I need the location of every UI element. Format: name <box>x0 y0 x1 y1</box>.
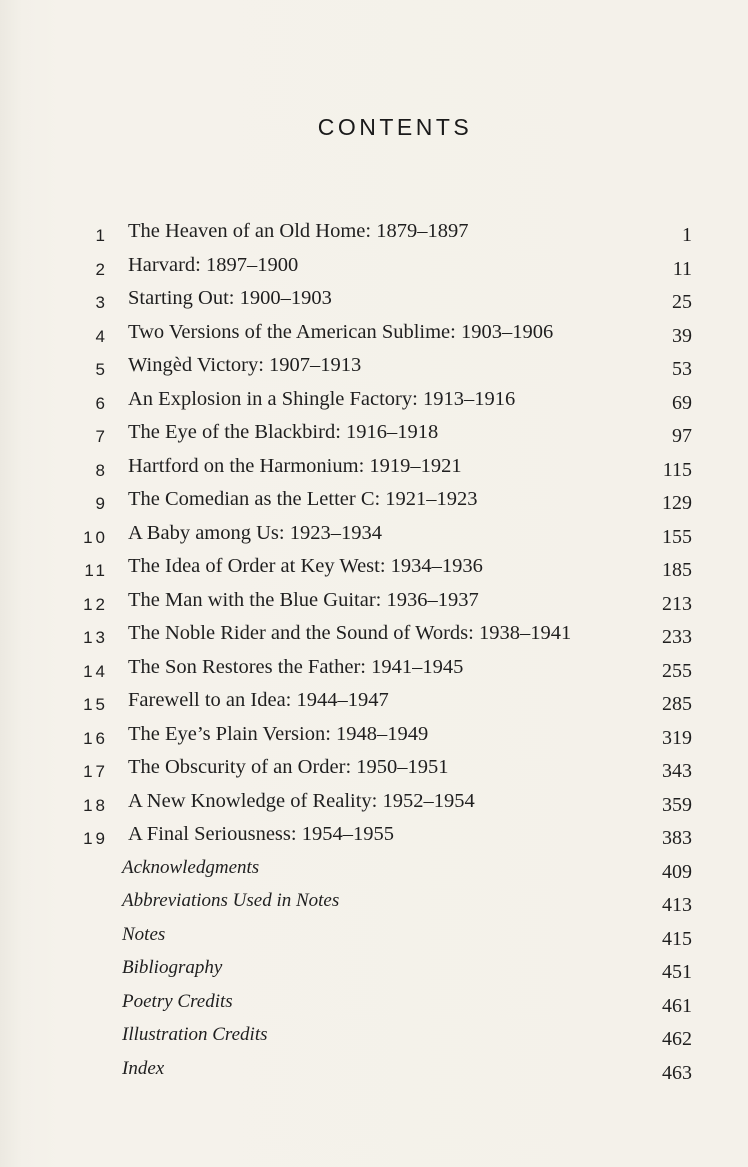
page-number: 129 <box>662 492 692 514</box>
page-number: 319 <box>662 726 692 749</box>
chapter-title: The Eye’s Plain Version: 1948–1949 <box>128 722 429 745</box>
page-number: 213 <box>662 592 692 615</box>
chapter-number: 17 <box>83 762 108 781</box>
chapter-number: 7 <box>95 427 108 446</box>
backmatter-entry <box>0 924 748 958</box>
contents-heading: CONTENTS <box>317 114 473 140</box>
chapter-number: 15 <box>83 695 108 714</box>
chapter-title: The Obscurity of an Order: 1950–1951 <box>128 756 449 778</box>
page-number: 383 <box>662 827 692 849</box>
chapter-number: 16 <box>83 728 108 748</box>
toc-entry <box>0 823 748 857</box>
backmatter-entry <box>0 957 748 991</box>
backmatter-title: Index <box>122 1057 165 1079</box>
page-number: 461 <box>662 994 692 1017</box>
toc-entry <box>0 354 748 388</box>
page-number: 255 <box>662 659 692 682</box>
backmatter-entry <box>0 991 748 1025</box>
toc-entry <box>0 622 748 656</box>
chapter-number: 9 <box>95 494 108 513</box>
toc-entry <box>0 421 748 455</box>
backmatter-entry <box>0 890 748 924</box>
chapter-title: An Explosion in a Shingle Factory: 1913–1916 <box>128 387 516 410</box>
backmatter-title: Poetry Credits <box>122 990 233 1012</box>
chapter-number: 5 <box>95 360 108 379</box>
toc-entry <box>0 689 748 723</box>
chapter-title: The Idea of Order at Key West: 1934–1936 <box>128 555 483 577</box>
toc-entry <box>0 589 748 623</box>
backmatter-title: Bibliography <box>122 957 223 978</box>
chapter-title: Two Versions of the American Sublime: 1903–1906 <box>128 320 554 343</box>
page-number: 413 <box>662 894 692 916</box>
page-number: 1 <box>682 224 692 246</box>
chapter-number: 11 <box>84 561 108 580</box>
chapter-number: 6 <box>95 393 108 413</box>
chapter-title: A Baby among Us: 1923–1934 <box>128 521 382 544</box>
page-number: 185 <box>662 559 692 581</box>
chapter-number: 13 <box>83 628 108 647</box>
chapter-number: 4 <box>95 326 108 346</box>
toc-entry <box>0 790 748 824</box>
chapter-title: The Heaven of an Old Home: 1879–1897 <box>128 220 469 242</box>
chapter-title: Harvard: 1897–1900 <box>128 253 299 276</box>
toc-entry <box>0 488 748 522</box>
page-number: 359 <box>662 793 692 816</box>
page-number: 462 <box>662 1028 692 1050</box>
page-number: 39 <box>672 324 692 347</box>
chapter-title: Starting Out: 1900–1903 <box>128 287 332 309</box>
chapter-title: A New Knowledge of Reality: 1952–1954 <box>128 789 475 812</box>
toc-entry <box>0 388 748 422</box>
page-number: 409 <box>662 860 692 883</box>
toc-entry <box>0 656 748 690</box>
toc-entry <box>0 220 748 254</box>
chapter-number: 1 <box>95 226 108 245</box>
page-number: 115 <box>662 458 692 481</box>
page-number: 415 <box>662 927 692 950</box>
chapter-title: Wingèd Victory: 1907–1913 <box>128 354 362 376</box>
chapter-number: 10 <box>83 527 108 547</box>
page-number: 25 <box>672 291 692 313</box>
chapter-number: 12 <box>83 594 108 614</box>
page-number: 463 <box>662 1061 692 1084</box>
page-number: 451 <box>662 961 692 983</box>
toc-entry <box>0 522 748 556</box>
toc-entry <box>0 254 748 288</box>
chapter-number: 14 <box>83 661 108 681</box>
chapter-title: Farewell to an Idea: 1944–1947 <box>128 689 389 711</box>
chapter-number: 3 <box>95 293 108 312</box>
chapter-title: The Comedian as the Letter C: 1921–1923 <box>128 488 478 510</box>
page-number: 285 <box>662 693 692 715</box>
toc-entry <box>0 321 748 355</box>
backmatter-entry <box>0 1058 748 1092</box>
chapter-title: Hartford on the Harmonium: 1919–1921 <box>128 454 462 477</box>
page-number: 53 <box>672 358 692 380</box>
toc-entry <box>0 555 748 589</box>
toc-entry <box>0 287 748 321</box>
page-number: 11 <box>672 257 692 280</box>
backmatter-title: Illustration Credits <box>122 1024 268 1045</box>
chapter-number: 8 <box>95 460 108 480</box>
chapter-title: The Eye of the Blackbird: 1916–1918 <box>128 421 439 443</box>
chapter-number: 2 <box>95 259 108 279</box>
backmatter-title: Notes <box>122 923 166 945</box>
backmatter-title: Acknowledgments <box>122 856 260 878</box>
chapter-number: 19 <box>83 829 108 848</box>
backmatter-entry <box>0 1024 748 1058</box>
backmatter-entry <box>0 857 748 891</box>
page-number: 233 <box>662 626 692 648</box>
page-number: 343 <box>662 760 692 782</box>
chapter-title: A Final Seriousness: 1954–1955 <box>128 823 394 845</box>
toc-entry <box>0 756 748 790</box>
toc-entry <box>0 455 748 489</box>
toc-entry <box>0 723 748 757</box>
chapter-number: 18 <box>83 795 108 815</box>
chapter-title: The Noble Rider and the Sound of Words: 1938–1941 <box>128 622 572 644</box>
chapter-title: The Son Restores the Father: 1941–1945 <box>128 655 464 678</box>
page-number: 155 <box>662 525 692 548</box>
page-number: 69 <box>672 391 692 414</box>
backmatter-title: Abbreviations Used in Notes <box>122 890 340 911</box>
chapter-title: The Man with the Blue Guitar: 1936–1937 <box>128 588 479 611</box>
page-number: 97 <box>672 425 692 447</box>
